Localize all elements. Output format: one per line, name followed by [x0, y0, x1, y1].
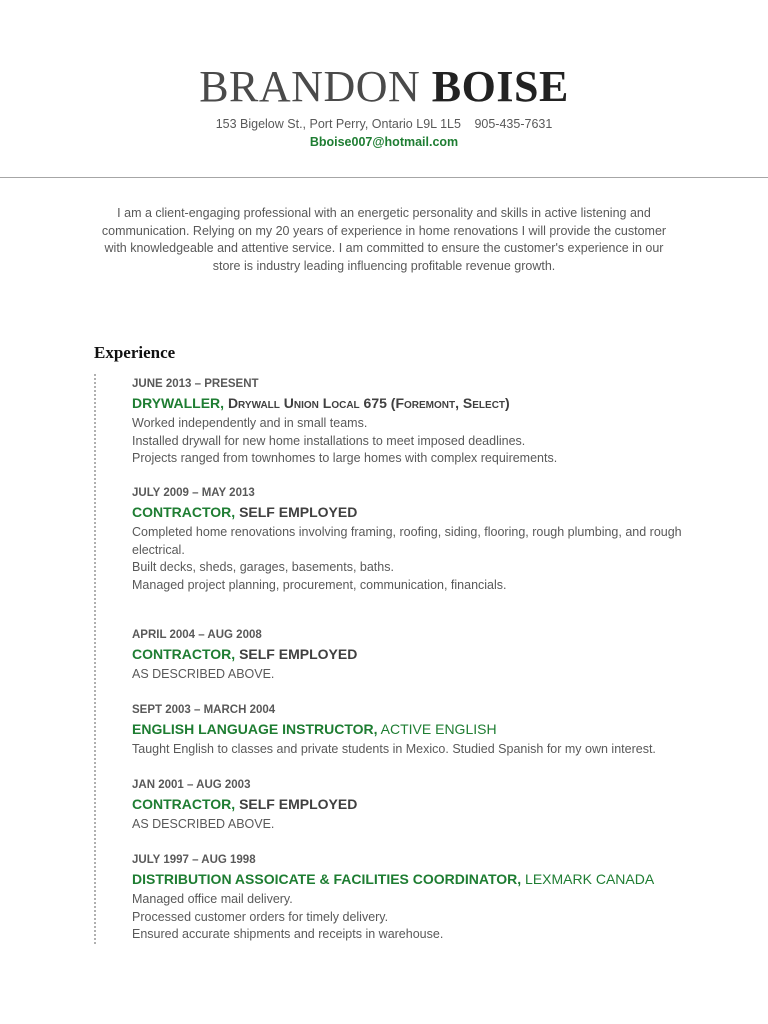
description-line: Processed customer orders for timely delivery. — [132, 909, 389, 924]
employer: LEXMARK CANADA — [525, 871, 655, 887]
experience-entry — [132, 485, 692, 594]
professional-summary: I am a client-engaging professional with an energetic personality and skills in active listening and communication. Relying on my 20 years of experience in home renovations I will provide the customer with knowledgeable and attentive service. I am committed to ensure the customer's experience in our store is industry leading influencing profitable revenue growth. — [101, 206, 667, 273]
experience-entry — [132, 627, 692, 684]
entry-date: JAN 2001 – AUG 2003 — [132, 779, 251, 791]
employer: SELF EMPLOYED — [239, 646, 358, 662]
experience-entry — [132, 376, 692, 468]
entry-role — [132, 393, 692, 413]
job-title: CONTRACTOR, — [132, 646, 236, 662]
entry-description — [132, 741, 692, 759]
email-link[interactable]: Bboise007@hotmail.com — [309, 135, 459, 149]
description-line: Managed project planning, procurement, communication, financials. — [132, 577, 507, 592]
description-line: Worked independently and in small teams. — [132, 416, 368, 430]
entry-description — [132, 891, 692, 944]
job-title: DRYWALLER, — [132, 395, 225, 411]
employer: ACTIVE ENGLISH — [380, 721, 497, 737]
contact-line — [0, 115, 768, 133]
experience-entry — [132, 702, 692, 759]
description-line: Installed drywall for new home installations to meet imposed deadlines. — [132, 433, 526, 448]
address: 153 Bigelow St., Port Perry, Ontario L9L 1L5 — [215, 117, 461, 131]
entry-date: APRIL 2004 – AUG 2008 — [132, 629, 262, 641]
entry-date: JULY 1997 – AUG 1998 — [132, 854, 256, 866]
employer: SELF EMPLOYED — [239, 504, 358, 520]
description-line: Ensured accurate shipments and receipts in warehouse. — [132, 927, 444, 941]
description-line: Managed office mail delivery. — [132, 892, 293, 906]
experience-entry — [132, 777, 692, 834]
entry-description — [132, 666, 692, 684]
job-title: CONTRACTOR, — [132, 796, 236, 812]
phone-number: 905-435-7631 — [474, 117, 553, 131]
entry-description — [132, 816, 692, 834]
description-line: Built decks, sheds, garages, basements, baths. — [132, 560, 394, 574]
entry-role — [132, 794, 692, 814]
experience-entry — [132, 852, 692, 944]
timeline-dotted-line — [94, 374, 96, 946]
entry-role — [132, 719, 692, 739]
experience-heading: Experience — [94, 343, 176, 362]
candidate-name — [0, 62, 768, 112]
entry-date: JULY 2009 – MAY 2013 — [132, 487, 255, 499]
description-line: Taught English to classes and private students in Mexico. Studied Spanish for my own interest. — [132, 742, 656, 756]
description-line: AS DESCRIBED ABOVE. — [132, 817, 275, 831]
job-title: DISTRIBUTION ASSOICATE & FACILITIES COORDINATOR, — [132, 871, 522, 887]
last-name: BOISE — [431, 62, 569, 111]
entry-role — [132, 644, 692, 664]
description-line: AS DESCRIBED ABOVE. — [132, 667, 275, 681]
employer: Drywall Union Local 675 (Foremont, Select) — [227, 395, 510, 411]
description-line: Projects ranged from townhomes to large homes with complex requirements. — [132, 451, 558, 465]
first-name: BRANDON — [199, 62, 421, 111]
entry-description — [132, 524, 692, 594]
job-title: ENGLISH LANGUAGE INSTRUCTOR, — [132, 721, 378, 737]
description-line: Completed home renovations involving framing, roofing, siding, flooring, rough plumbing, and rough electrical. — [132, 525, 682, 557]
entry-date: SEPT 2003 – MARCH 2004 — [132, 704, 276, 716]
entry-role — [132, 502, 692, 522]
job-title: CONTRACTOR, — [132, 504, 236, 520]
entry-description — [132, 415, 692, 468]
entry-date: JUNE 2013 – PRESENT — [132, 378, 259, 390]
resume-header — [0, 62, 768, 151]
entry-role — [132, 869, 692, 889]
header-divider — [0, 177, 768, 178]
employer: SELF EMPLOYED — [239, 796, 358, 812]
